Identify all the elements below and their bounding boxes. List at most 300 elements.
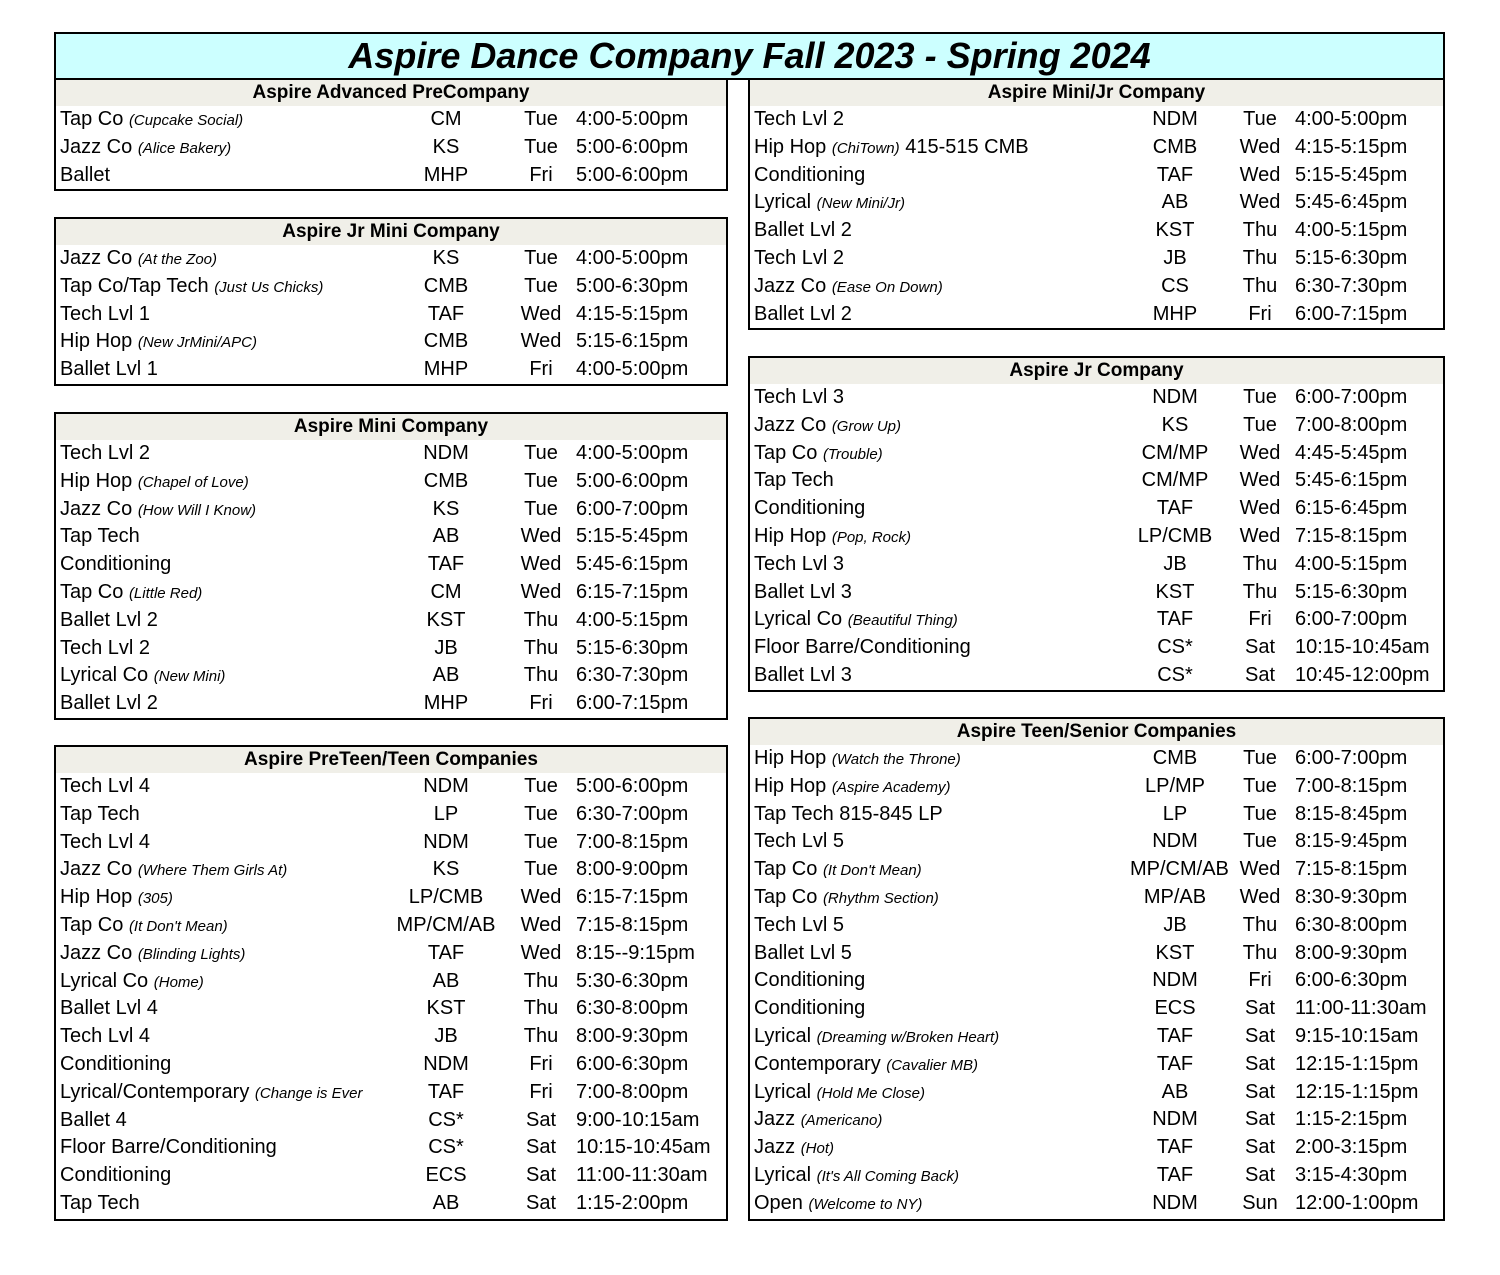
day: Sat bbox=[1244, 1080, 1276, 1103]
class-title: Conditioning bbox=[754, 997, 866, 1020]
instructor: KST bbox=[426, 608, 466, 631]
routine-song: (Little Red) bbox=[128, 584, 203, 602]
instructor: AB bbox=[432, 664, 460, 687]
schedule-row bbox=[56, 468, 726, 496]
routine-song: (Americano) bbox=[800, 1112, 883, 1130]
class-name bbox=[754, 301, 1134, 329]
day: Fri bbox=[529, 692, 553, 715]
day: Sat bbox=[525, 1164, 557, 1187]
schedule-row bbox=[750, 523, 1443, 551]
day: Thu bbox=[1242, 941, 1278, 964]
schedule-row bbox=[56, 496, 726, 524]
instructor: TAF bbox=[427, 553, 465, 576]
day: Tue bbox=[1243, 386, 1277, 408]
day: Tue bbox=[524, 247, 558, 269]
routine-song: (Cavalier MB) bbox=[886, 1056, 978, 1074]
class-title: Jazz Co bbox=[60, 135, 133, 158]
day: Fri bbox=[1248, 969, 1272, 992]
time: 6:00-6:30pm bbox=[576, 1052, 689, 1075]
schedule-row bbox=[750, 884, 1443, 912]
time: 8:15--9:15pm bbox=[576, 941, 695, 964]
schedule-row bbox=[750, 1106, 1443, 1134]
day: Wed bbox=[1239, 885, 1281, 908]
day: Sun bbox=[1242, 1191, 1278, 1214]
section-teen-senior-companies bbox=[748, 717, 1445, 1221]
day: Thu bbox=[1242, 552, 1278, 575]
day: Thu bbox=[523, 997, 559, 1020]
schedule-row bbox=[750, 134, 1443, 162]
day: Sat bbox=[1244, 997, 1276, 1020]
day: Thu bbox=[523, 636, 559, 659]
class-title: Lyrical/Contemporary bbox=[60, 1080, 250, 1103]
schedule-row bbox=[750, 106, 1443, 134]
instructor: AB bbox=[432, 1191, 460, 1214]
instructor: KS bbox=[1161, 413, 1189, 436]
class-title: Tech Lvl 3 bbox=[754, 386, 845, 408]
class-name bbox=[60, 662, 390, 691]
routine-song: (Hot) bbox=[800, 1140, 835, 1158]
class-name bbox=[60, 856, 390, 885]
instructor: CS* bbox=[428, 1136, 464, 1159]
routine-song: (Cupcake Social) bbox=[128, 112, 244, 129]
time: 5:00-6:30pm bbox=[576, 274, 689, 297]
schedule-row bbox=[750, 579, 1443, 607]
instructor: ECS bbox=[1154, 997, 1196, 1020]
time: 5:30-6:30pm bbox=[576, 969, 689, 992]
time: 6:00-7:00pm bbox=[1295, 747, 1408, 769]
schedule-row bbox=[750, 634, 1443, 662]
schedule-row bbox=[56, 245, 726, 273]
class-name bbox=[754, 967, 1134, 995]
class-name bbox=[60, 801, 390, 829]
day: Tue bbox=[524, 469, 558, 492]
class-title: Tap Tech bbox=[754, 469, 834, 492]
instructor: CS bbox=[1161, 274, 1189, 297]
day: Wed bbox=[1239, 858, 1281, 881]
class-title: Jazz Co bbox=[60, 941, 133, 964]
instructor: JB bbox=[1163, 552, 1187, 575]
time: 11:00-11:30am bbox=[1295, 997, 1427, 1020]
class-title: Hip Hop bbox=[60, 330, 133, 353]
time: 8:30-9:30pm bbox=[1295, 885, 1408, 908]
instructor: CS* bbox=[428, 1108, 464, 1131]
class-name bbox=[754, 1051, 1134, 1080]
day: Wed bbox=[1239, 441, 1281, 464]
time: 6:00-7:15pm bbox=[576, 692, 689, 715]
instructor: CM bbox=[430, 580, 462, 603]
class-title: Conditioning bbox=[754, 497, 866, 520]
schedule-row bbox=[750, 967, 1443, 995]
instructor: AB bbox=[432, 969, 460, 992]
class-title: Lyrical bbox=[754, 1163, 812, 1186]
class-title: Ballet bbox=[60, 163, 111, 186]
day: Thu bbox=[523, 969, 559, 992]
schedule-row bbox=[750, 551, 1443, 579]
time: 7:00-8:15pm bbox=[1295, 774, 1408, 797]
day: Sat bbox=[1244, 636, 1276, 659]
instructor: CM/MP bbox=[1141, 441, 1209, 464]
class-title: Tech Lvl 2 bbox=[754, 108, 845, 130]
schedule-row bbox=[56, 162, 726, 190]
schedule-row bbox=[750, 245, 1443, 273]
class-title: Tech Lvl 4 bbox=[60, 830, 151, 853]
instructor: KST bbox=[1155, 219, 1195, 242]
class-name bbox=[754, 162, 1134, 190]
routine-song: (At the Zoo) bbox=[137, 251, 218, 268]
routine-song: (New Mini) bbox=[153, 668, 226, 686]
section-heading: Aspire Jr Mini Company bbox=[56, 219, 726, 245]
routine-song: (Blinding Lights) bbox=[137, 945, 246, 963]
class-title: Tech Lvl 1 bbox=[60, 302, 151, 325]
section-mini-company bbox=[54, 412, 728, 720]
time: 2:00-3:15pm bbox=[1295, 1136, 1408, 1159]
instructor: MHP bbox=[423, 163, 469, 186]
day: Tue bbox=[524, 497, 558, 520]
schedule-row bbox=[750, 856, 1443, 884]
time: 6:00-6:30pm bbox=[1295, 969, 1408, 992]
class-name bbox=[60, 607, 390, 635]
class-title: Tap Co bbox=[754, 858, 818, 881]
instructor: NDM bbox=[1152, 1191, 1198, 1214]
class-title: Ballet Lvl 3 bbox=[754, 580, 852, 603]
class-name bbox=[60, 1023, 390, 1051]
class-title: Tap Co bbox=[60, 108, 124, 130]
class-name bbox=[60, 690, 390, 718]
schedule-rows bbox=[750, 384, 1443, 690]
day: Thu bbox=[1242, 219, 1278, 242]
day: Thu bbox=[1242, 580, 1278, 603]
time: 8:00-9:00pm bbox=[576, 858, 689, 881]
routine-song: (Hold Me Close) bbox=[816, 1084, 925, 1102]
instructor: KS bbox=[432, 135, 460, 158]
time: 7:15-8:15pm bbox=[1295, 858, 1408, 881]
day: Tue bbox=[524, 442, 558, 464]
class-title: Jazz Co bbox=[60, 247, 133, 269]
schedule-row bbox=[750, 940, 1443, 968]
class-name bbox=[754, 856, 1134, 885]
schedule-row bbox=[750, 273, 1443, 301]
routine-song: (Trouble) bbox=[822, 445, 883, 463]
class-title: Conditioning bbox=[60, 1052, 172, 1075]
day: Sat bbox=[1244, 1052, 1276, 1075]
time: 4:45-5:45pm bbox=[1295, 441, 1408, 464]
class-name bbox=[60, 440, 390, 468]
day: Thu bbox=[1242, 274, 1278, 297]
class-title: Ballet Lvl 2 bbox=[754, 219, 852, 242]
class-name bbox=[60, 912, 390, 941]
class-title: Ballet Lvl 2 bbox=[60, 692, 158, 715]
schedule-row bbox=[750, 412, 1443, 440]
instructor: TAF bbox=[427, 302, 465, 325]
schedule-row bbox=[750, 440, 1443, 468]
class-name bbox=[754, 1106, 1134, 1135]
class-title: Tap Co bbox=[60, 580, 124, 603]
section-advanced-precompany bbox=[54, 78, 728, 191]
instructor: MHP bbox=[423, 692, 469, 715]
instructor: LP bbox=[1162, 802, 1188, 825]
time: 12:15-1:15pm bbox=[1295, 1080, 1419, 1103]
instructor: CS* bbox=[1157, 663, 1193, 686]
time: 6:30-8:00pm bbox=[1295, 913, 1408, 936]
class-title: Conditioning bbox=[60, 553, 172, 576]
class-title: Tap Tech 815-845 LP bbox=[754, 802, 943, 825]
time: 6:30-7:00pm bbox=[576, 802, 689, 825]
schedule-row bbox=[56, 134, 726, 162]
time: 8:15-8:45pm bbox=[1295, 802, 1408, 825]
day: Fri bbox=[1248, 608, 1272, 631]
day: Tue bbox=[524, 858, 558, 881]
time: 5:00-6:00pm bbox=[576, 163, 689, 186]
instructor: CMB bbox=[423, 330, 469, 353]
time: 5:15-6:15pm bbox=[576, 330, 689, 353]
schedule-row bbox=[56, 273, 726, 301]
schedule-row bbox=[56, 884, 726, 912]
class-name bbox=[60, 1079, 390, 1108]
routine-song: (Aspire Academy) bbox=[831, 778, 951, 796]
time: 5:15-6:30pm bbox=[576, 636, 689, 659]
day: Tue bbox=[524, 135, 558, 158]
schedule-rows bbox=[56, 106, 726, 189]
schedule-row bbox=[56, 328, 726, 356]
class-title: Ballet Lvl 1 bbox=[60, 358, 158, 381]
time: 3:15-4:30pm bbox=[1295, 1163, 1408, 1186]
time: 4:00-5:00pm bbox=[576, 108, 689, 130]
time: 4:00-5:00pm bbox=[1295, 108, 1408, 130]
section-heading: Aspire Jr Company bbox=[750, 358, 1443, 384]
day: Tue bbox=[1243, 413, 1277, 436]
schedule-row bbox=[56, 856, 726, 884]
schedule-row bbox=[750, 189, 1443, 217]
schedule-row bbox=[750, 606, 1443, 634]
section-jr-company bbox=[748, 356, 1445, 692]
class-name bbox=[754, 1162, 1134, 1191]
class-name bbox=[754, 189, 1134, 218]
instructor: AB bbox=[1161, 1080, 1189, 1103]
class-title: Lyrical bbox=[754, 1080, 812, 1103]
time: 8:00-9:30pm bbox=[576, 1025, 689, 1048]
class-title: Lyrical bbox=[754, 1024, 812, 1047]
time: 7:15-8:15pm bbox=[1295, 524, 1408, 547]
class-title: Tap Tech bbox=[60, 525, 140, 548]
class-name bbox=[754, 884, 1134, 913]
instructor: NDM bbox=[423, 775, 469, 797]
class-name bbox=[60, 940, 390, 969]
time: 4:00-5:00pm bbox=[576, 358, 689, 381]
time: 10:15-10:45am bbox=[1295, 636, 1430, 659]
instructor: CM/MP bbox=[1141, 469, 1209, 492]
class-name bbox=[754, 940, 1134, 968]
class-name bbox=[60, 468, 390, 497]
time: 10:45-12:00pm bbox=[1295, 663, 1430, 686]
day: Tue bbox=[524, 802, 558, 825]
schedule-row bbox=[56, 1079, 726, 1107]
class-name bbox=[754, 245, 1134, 273]
time: 12:15-1:15pm bbox=[1295, 1052, 1419, 1075]
schedule-row bbox=[56, 912, 726, 940]
class-name bbox=[60, 1134, 390, 1162]
class-title: Ballet Lvl 2 bbox=[60, 608, 158, 631]
time: 5:15-5:45pm bbox=[1295, 163, 1408, 186]
time: 6:00-7:15pm bbox=[1295, 302, 1408, 325]
class-name bbox=[60, 551, 390, 579]
time: 11:00-11:30am bbox=[576, 1164, 708, 1187]
schedule-row bbox=[56, 551, 726, 579]
class-name bbox=[60, 162, 390, 190]
routine-song: (Chapel of Love) bbox=[137, 473, 249, 491]
day: Sat bbox=[1244, 1108, 1276, 1131]
time: 5:00-6:00pm bbox=[576, 135, 689, 158]
routine-song: (Just Us Chicks) bbox=[214, 278, 324, 296]
class-name bbox=[60, 773, 390, 801]
instructor: LP/CMB bbox=[408, 886, 484, 909]
time: 5:00-6:00pm bbox=[576, 469, 689, 492]
class-title: Ballet Lvl 5 bbox=[754, 941, 852, 964]
time: 5:45-6:45pm bbox=[1295, 191, 1408, 214]
class-name bbox=[754, 440, 1134, 469]
class-name bbox=[754, 412, 1134, 441]
schedule-row bbox=[56, 1107, 726, 1135]
routine-song: (It Don't Mean) bbox=[128, 917, 228, 935]
instructor: KS bbox=[432, 247, 460, 269]
time: 5:15-5:45pm bbox=[576, 525, 689, 548]
instructor: CMB bbox=[423, 469, 469, 492]
schedule-row bbox=[56, 940, 726, 968]
class-name bbox=[60, 829, 390, 857]
time: 4:15-5:15pm bbox=[576, 302, 689, 325]
class-name bbox=[60, 1162, 390, 1190]
time: 1:15-2:15pm bbox=[1295, 1108, 1408, 1131]
time: 4:00-5:00pm bbox=[576, 247, 689, 269]
time: 4:00-5:15pm bbox=[576, 608, 689, 631]
instructor: ECS bbox=[425, 1164, 467, 1187]
time: 4:00-5:15pm bbox=[1295, 552, 1408, 575]
class-title: Tap Co/Tap Tech bbox=[60, 274, 209, 297]
class-name bbox=[754, 1079, 1134, 1108]
time: 5:00-6:00pm bbox=[576, 775, 689, 797]
schedule-row bbox=[56, 995, 726, 1023]
class-name bbox=[754, 1023, 1134, 1052]
routine-song: (Dreaming w/Broken Heart) bbox=[816, 1028, 1000, 1046]
day: Wed bbox=[1239, 191, 1281, 214]
schedule-row bbox=[750, 301, 1443, 329]
class-title: Tap Tech bbox=[60, 1191, 140, 1214]
day: Sat bbox=[525, 1108, 557, 1131]
instructor: NDM bbox=[1152, 830, 1198, 853]
day: Wed bbox=[1239, 497, 1281, 520]
day: Fri bbox=[529, 358, 553, 381]
day: Thu bbox=[523, 608, 559, 631]
day: Thu bbox=[523, 664, 559, 687]
class-name bbox=[754, 495, 1134, 523]
class-name bbox=[60, 273, 390, 302]
class-name bbox=[754, 523, 1134, 552]
schedule-row bbox=[56, 106, 726, 134]
day: Tue bbox=[524, 775, 558, 797]
routine-song: (305) bbox=[137, 890, 173, 908]
schedule-rows bbox=[56, 773, 726, 1218]
schedule-rows bbox=[56, 440, 726, 718]
page-title: Aspire Dance Company Fall 2023 - Spring 2024 bbox=[54, 32, 1445, 80]
class-title: Hip Hop bbox=[754, 774, 827, 797]
class-title: Jazz bbox=[754, 1108, 796, 1131]
routine-song: (Grow Up) bbox=[831, 417, 901, 435]
schedule-row bbox=[56, 579, 726, 607]
class-title: Floor Barre/Conditioning bbox=[60, 1136, 277, 1159]
time: 4:00-5:00pm bbox=[576, 442, 689, 464]
day: Wed bbox=[1239, 524, 1281, 547]
schedule-row bbox=[56, 662, 726, 690]
routine-song: (It Don't Mean) bbox=[822, 862, 922, 880]
day: Wed bbox=[520, 553, 562, 576]
instructor: NDM bbox=[423, 1052, 469, 1075]
class-title: Contemporary bbox=[754, 1052, 881, 1075]
schedule-row bbox=[750, 162, 1443, 190]
class-title: Tech Lvl 4 bbox=[60, 1025, 151, 1048]
class-title: Ballet Lvl 3 bbox=[754, 663, 852, 686]
instructor: NDM bbox=[423, 442, 469, 464]
routine-song: (Watch the Throne) bbox=[831, 751, 961, 768]
class-name bbox=[754, 467, 1134, 495]
instructor: NDM bbox=[1152, 969, 1198, 992]
day: Fri bbox=[1248, 302, 1272, 325]
class-title: Conditioning bbox=[754, 163, 866, 186]
time: 4:15-5:15pm bbox=[1295, 135, 1408, 158]
class-title: Tech Lvl 2 bbox=[60, 636, 151, 659]
class-name bbox=[60, 106, 390, 135]
schedule-row bbox=[750, 217, 1443, 245]
instructor: NDM bbox=[423, 830, 469, 853]
instructor: CMB bbox=[423, 274, 469, 297]
schedule-row bbox=[56, 635, 726, 663]
instructor: MHP bbox=[1152, 302, 1198, 325]
day: Wed bbox=[1239, 163, 1281, 186]
day: Wed bbox=[1239, 469, 1281, 492]
day: Thu bbox=[1242, 246, 1278, 269]
time: 5:45-6:15pm bbox=[576, 553, 689, 576]
class-title: Tech Lvl 2 bbox=[60, 442, 151, 464]
day: Sat bbox=[1244, 1136, 1276, 1159]
time: 8:00-9:30pm bbox=[1295, 941, 1408, 964]
day: Sat bbox=[1244, 663, 1276, 686]
class-title: Tap Co bbox=[754, 441, 818, 464]
instructor: LP/CMB bbox=[1137, 524, 1213, 547]
schedule-row bbox=[56, 968, 726, 996]
day: Fri bbox=[529, 163, 553, 186]
time: 1:15-2:00pm bbox=[576, 1191, 689, 1214]
class-name bbox=[60, 1190, 390, 1218]
time: 6:00-7:00pm bbox=[1295, 386, 1408, 408]
instructor: LP/MP bbox=[1144, 774, 1206, 797]
instructor: TAF bbox=[427, 941, 465, 964]
class-title: Hip Hop bbox=[754, 747, 827, 769]
class-name bbox=[60, 523, 390, 551]
class-name bbox=[754, 579, 1134, 607]
section-jr-mini-company bbox=[54, 217, 728, 386]
instructor: MP/CM/AB bbox=[396, 913, 496, 936]
schedule-row bbox=[750, 662, 1443, 690]
schedule-row bbox=[56, 773, 726, 801]
day: Tue bbox=[524, 108, 558, 130]
time: 9:00-10:15am bbox=[576, 1108, 700, 1131]
instructor: TAF bbox=[1156, 1163, 1194, 1186]
day: Tue bbox=[524, 274, 558, 297]
schedule-row bbox=[750, 384, 1443, 412]
class-title: Lyrical bbox=[754, 191, 812, 214]
time: 5:45-6:15pm bbox=[1295, 469, 1408, 492]
time: 6:30-7:30pm bbox=[576, 664, 689, 687]
routine-song: (Home) bbox=[153, 973, 204, 991]
day: Fri bbox=[529, 1080, 553, 1103]
